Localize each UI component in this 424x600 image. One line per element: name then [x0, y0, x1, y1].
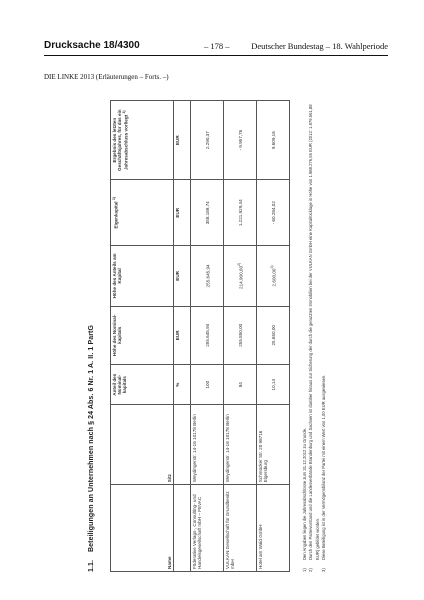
cell-nominal: 255.645,94	[191, 306, 224, 364]
doc-label: Drucksache 18/	[44, 40, 118, 51]
unit-eigen: EUR	[174, 180, 191, 246]
cell-anteil: 100	[191, 364, 224, 405]
table-row	[257, 101, 290, 572]
cell-kapital	[224, 246, 257, 306]
document-number	[44, 40, 140, 51]
unit-anteil: %	[174, 364, 191, 405]
cell-eigen: 358.189,74	[191, 180, 224, 246]
footnote-number: 3)	[321, 568, 327, 572]
footnote	[308, 100, 321, 572]
page-number: – 178 –	[204, 41, 230, 51]
cell-kapital-sup: 2)	[236, 262, 241, 266]
cell-name: VULKAN Gesellschaft für Grundbesitz mbH	[224, 485, 257, 572]
footnote-number: 1)	[302, 568, 307, 572]
cell-kapital-value: 214.900,00	[238, 265, 244, 289]
header-eigenkapital	[111, 180, 174, 246]
header-eigen-sup: 1)	[112, 196, 116, 201]
cell-nominal: 255.850,00	[224, 306, 257, 364]
table-header-row	[111, 101, 174, 572]
section-title	[88, 325, 95, 572]
cell-sitz: Schmücker Str. 20 98716 Elgersburg	[257, 405, 290, 485]
section-title-text: Beteiligungen an Unternehmen nach § 24 Abs. 6 Nr. 1 A. II. 1 PartG	[88, 324, 95, 552]
cell-name: Hotel am Wald GmbH	[257, 485, 290, 572]
cell-kapital	[191, 246, 224, 306]
page-header	[44, 40, 388, 54]
cell-anteil: 84	[224, 364, 257, 405]
footnote-text: Diese Beteiligung ist in der Vermögensbilanz der Partei mit einem Wert von 1,00 EUR ausgewiesen.	[321, 374, 327, 560]
header-kapital: Höhe des Anteils am Kapital	[111, 246, 174, 306]
cell-kapital-value: 255.645,94	[205, 264, 211, 288]
footnote-text: Den Angaben liegen die Jahresabschlüsse zum 31.12.2012 zu Grunde.	[302, 427, 307, 560]
cell-nominal: 25.650,00	[257, 306, 290, 364]
cell-eigen: - 60.284,02	[257, 180, 290, 246]
header-eigen-text: Eigenkapital	[113, 201, 119, 229]
unit-sitz	[174, 405, 191, 485]
footnotes	[302, 100, 328, 572]
cell-kapital-value: 2.600,00	[271, 268, 277, 287]
participations-table	[110, 100, 290, 572]
unit-kapital: EUR	[174, 246, 191, 306]
header-anteil: Anteil des Nominal-kapitals	[111, 364, 174, 405]
cell-ergebnis: 9.609,16	[257, 101, 290, 180]
cell-sitz: Weydingerstr. 14-16 10178 Berlin	[224, 405, 257, 485]
table-row	[224, 101, 257, 572]
cell-eigen: 1.221.929,44	[224, 180, 257, 246]
unit-name	[174, 485, 191, 572]
section-number: 1.1.	[88, 559, 95, 572]
cell-name: Föderative Verlags-, Consulting- und Handelsgesellschaft mbH – FEVAC	[191, 485, 224, 572]
cell-kapital-sup: 3)	[269, 265, 274, 269]
header-ergebnis-sup: 1)	[122, 110, 126, 114]
header-name: Name	[111, 485, 174, 572]
cell-anteil: 10,14	[257, 364, 290, 405]
cell-ergebnis: - 9.957,76	[224, 101, 257, 180]
unit-nominal: EUR	[174, 306, 191, 364]
subheading: DIE LINKE 2013 (Erläuterungen – Forts. –)	[44, 73, 169, 81]
cell-kapital	[257, 246, 290, 306]
header-sitz: Sitz	[111, 405, 174, 485]
header-rule	[44, 55, 388, 56]
cell-ergebnis: 2.290,37	[191, 101, 224, 180]
footnote-number: 2)	[308, 568, 314, 572]
footnote	[321, 100, 327, 572]
header-nominal: Höhe des Nominal-kapitals	[111, 306, 174, 364]
cell-sitz: Weydingerstr. 14-16 10178 Berlin	[191, 405, 224, 485]
table-row	[191, 101, 224, 572]
doc-number: 4300	[117, 40, 140, 51]
unit-ergebnis: EUR	[174, 101, 191, 180]
parliament-label: Deutscher Bundestag – 18. Wahlperiode	[251, 41, 388, 51]
rotated-table-page	[88, 100, 326, 572]
header-ergebnis-text: Ergebnis des letzten Geschäftsjahres, für das ein Jahresabschluss vorliegt	[112, 109, 129, 171]
header-ergebnis	[111, 101, 174, 180]
table-unit-row	[174, 101, 191, 572]
footnote-text: Durch den Parteivorstand und die Landesverbände Brandenburg und Sachsen ist darüber hinaus zur Sicherung der durch die genutzten Immobilien bei der VULKAN GmbH eine Kapitalrücklage in Höhe von 1.988.276,55 EUR (2012: 1.979.561,88 EUR) gebildet worden.	[308, 104, 320, 560]
